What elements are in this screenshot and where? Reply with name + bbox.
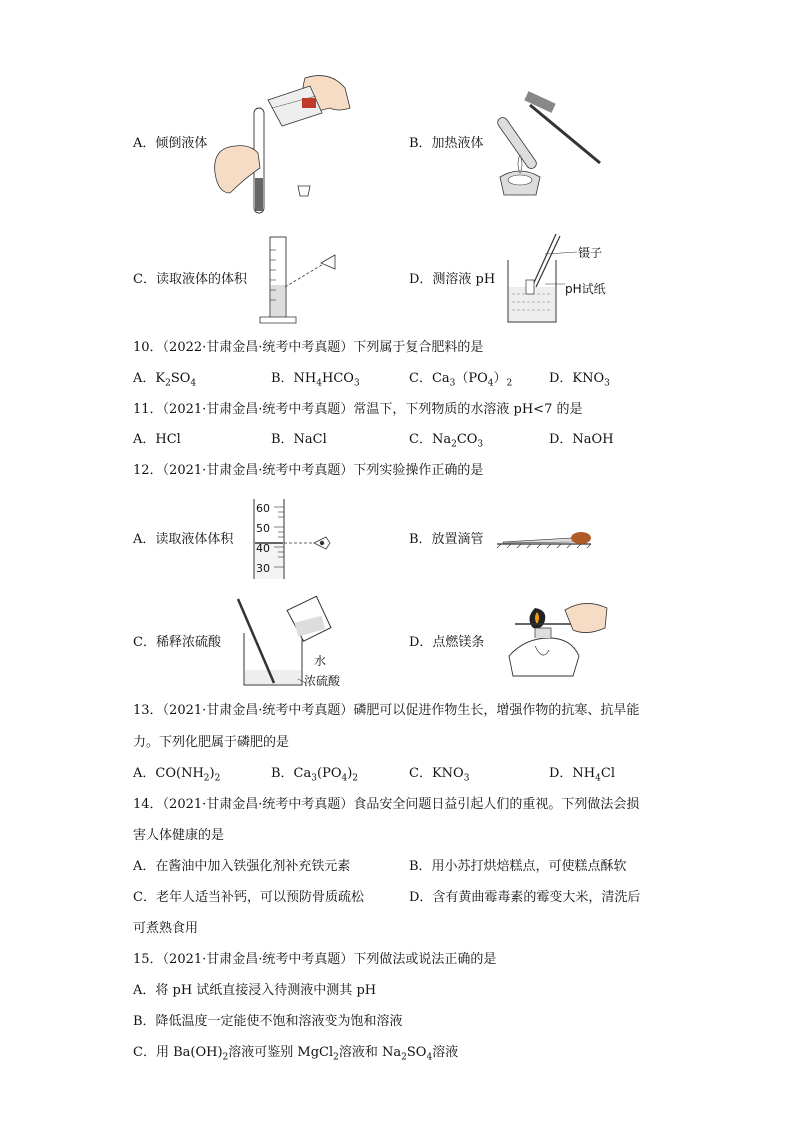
q9-option-d: D．测溶液 pH: [409, 272, 496, 287]
q14-stem-line2: 害人体健康的是: [133, 828, 225, 843]
q11-option-c: C．$Na_2CO_3$: [409, 432, 484, 450]
q12-stem: 12．（2021·甘肃金昌·统考中考真题）下列实验操作正确的是: [133, 463, 484, 478]
q10-option-b: B．$NH_4HCO_3$: [271, 371, 360, 389]
q12-option-c: C．稀释浓硫酸: [133, 635, 221, 650]
q14-option-b: B．用小苏打烘焙糕点，可使糕点酥软: [409, 859, 627, 874]
q13-stem-line2: 力。下列化肥属于磷肥的是: [133, 735, 290, 750]
q14-option-d-continued: 可煮熟食用: [133, 921, 199, 936]
q14-option-d: D．含有黄曲霉毒素的霉变大米，清洗后: [409, 890, 641, 905]
q10-option-c: C．$Ca_3(PO_4)_2$: [409, 371, 513, 389]
q10-stem: 10．（2022·甘肃金昌·统考中考真题）下列属于复合肥料的是: [133, 340, 484, 355]
q15-option-c: C．用 $Ba(OH)_2$溶液可鉴别 MgCl$_2$溶液和 $Na_2SO_4$溶液: [133, 1045, 459, 1063]
q11-option-d: D．NaOH: [549, 432, 614, 447]
heat-liquid-figure: [490, 85, 605, 205]
tick-50: 50: [256, 522, 270, 535]
q9-option-a: A．倾倒液体: [133, 136, 208, 151]
q14-stem-line1: 14．（2021·甘肃金昌·统考中考真题）食品安全问题日益引起人们的重视。下列做法会损: [133, 797, 640, 812]
q13-stem-line1: 13．（2021·甘肃金昌·统考中考真题）磷肥可以促进作物生长，增强作物的抗寒、抗旱能: [133, 703, 640, 718]
dropper-figure: [495, 528, 595, 550]
q12-option-d: D．点燃镁条: [409, 635, 485, 650]
tick-40: 40: [256, 542, 270, 555]
label-leader-lines: [545, 250, 585, 290]
q13-option-c: C．$KNO_3$: [409, 766, 470, 784]
q9-option-c: C．读取液体的体积: [133, 272, 247, 287]
q13-option-a: A．$CO(NH_2)_2$: [133, 766, 221, 784]
acid-label: 浓硫酸: [304, 674, 341, 688]
q13-option-b: B．$Ca_3(PO_4)_2$: [271, 766, 359, 784]
q15-option-a: A．将 pH 试纸直接浸入待测液中测其 pH: [133, 983, 377, 998]
q12-option-a: A．读取液体体积: [133, 532, 234, 547]
tweezers-label: 镊子: [578, 246, 603, 260]
q13-option-d: D．$NH_4Cl$: [549, 766, 615, 784]
ph-paper-label: pH试纸: [565, 282, 606, 296]
q14-option-a: A．在酱油中加入铁强化剂补充铁元素: [133, 859, 351, 874]
q11-stem: 11．（2021·甘肃金昌·统考中考真题）常温下，下列物质的水溶液 pH<7 的是: [133, 402, 583, 417]
q14-option-c: C．老年人适当补钙，可以预防骨质疏松: [133, 890, 364, 905]
q11-option-b: B．NaCl: [271, 432, 327, 447]
q11-option-a: A．HCl: [133, 432, 181, 447]
tick-30: 30: [256, 562, 270, 575]
q15-stem: 15．（2021·甘肃金昌·统考中考真题）下列做法或说法正确的是: [133, 952, 497, 967]
water-label: 水: [314, 654, 327, 668]
tick-60: 60: [256, 502, 270, 515]
read-volume-figure: [255, 235, 345, 327]
pour-liquid-figure: [210, 68, 360, 218]
q10-option-a: A．$K_2SO_4$: [133, 371, 197, 389]
q12-option-b: B．放置滴管: [409, 532, 484, 547]
burn-magnesium-figure: [495, 598, 610, 683]
q10-option-d: D．$KNO_3$: [549, 371, 610, 389]
q15-option-b: B．降低温度一定能使不饱和溶液变为饱和溶液: [133, 1014, 403, 1029]
q9-option-b: B．加热液体: [409, 136, 484, 151]
